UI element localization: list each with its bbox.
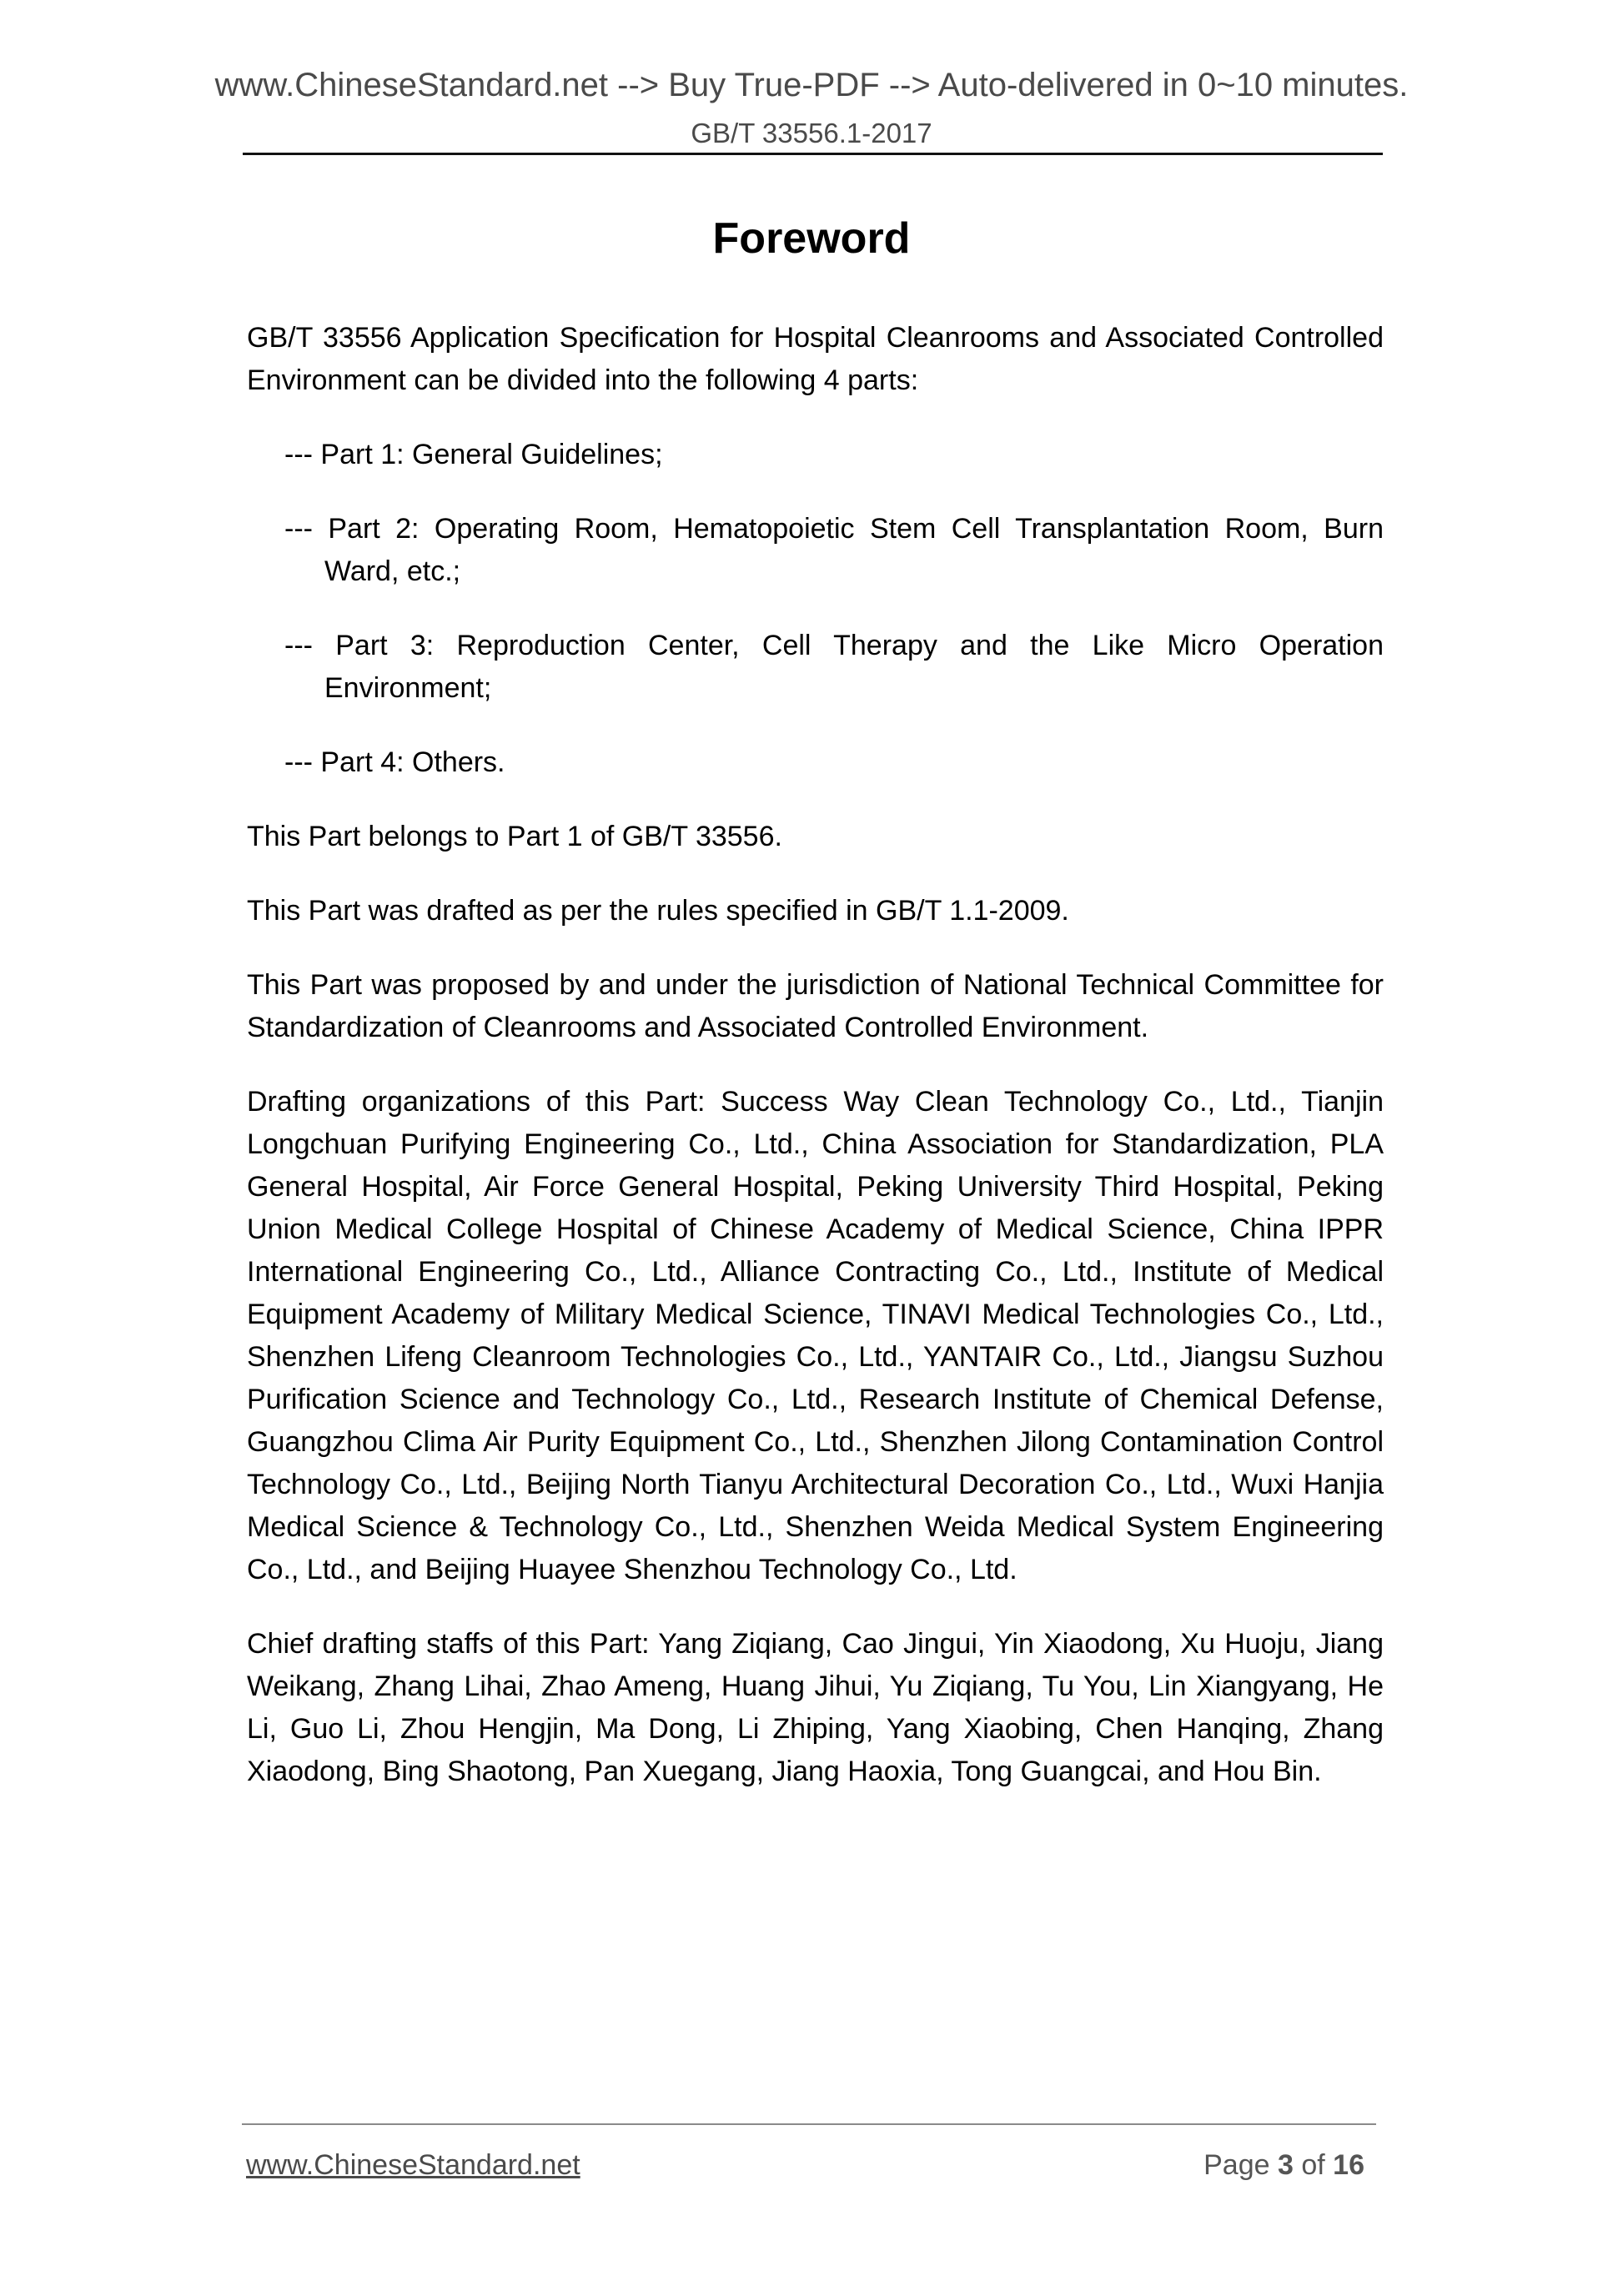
list-item: --- Part 1: General Guidelines; (284, 439, 663, 470)
list-item: --- Part 4: Others. (284, 746, 505, 778)
paragraph-drafting-rules: This Part was drafted as per the rules specified in GB/T 1.1-2009. (247, 895, 1069, 927)
paragraph-chief-drafters: Chief drafting staffs of this Part: Yang Ziqiang, Cao Jingui, Yin Xiaodong, Xu Huoju, Jiang Weikang, Zhang Lihai, Zhao Ameng, Huang Jihui, Yu Ziqiang, Tu You, Lin Xiangyang, He Li, Guo Li, Zhou Hengjin, Ma Dong, Li Zhiping, Yang Xiaobing, Chen Hanqing, Zhang Xiaodong, Bing Shaotong, Pan Xuegang, Jiang Haoxia, Tong Guangcai, and Hou Bin. (247, 1628, 1384, 1787)
page-current: 3 (1277, 2149, 1294, 2181)
foreword-body (247, 317, 1384, 1825)
page-title: Foreword (712, 214, 911, 263)
list-item: --- Part 3: Reproduction Center, Cell Therapy and the Like Micro Operation Environment; (284, 630, 1384, 704)
page-indicator (1203, 2148, 1364, 2183)
footer-divider (242, 2123, 1376, 2125)
intro-paragraph: GB/T 33556 Application Specification for Hospital Cleanrooms and Associated Controlled Environment can be divided into the following 4 parts: (247, 322, 1384, 396)
header-divider (243, 153, 1383, 155)
list-item: --- Part 2: Operating Room, Hematopoietic Stem Cell Transplantation Room, Burn Ward, etc.; (284, 513, 1384, 587)
paragraph-part-belongs: This Part belongs to Part 1 of GB/T 33556. (247, 821, 782, 852)
header-banner: www.ChineseStandard.net --> Buy True-PDF --> Auto-delivered in 0~10 minutes. (214, 67, 1409, 103)
parts-list (247, 434, 1384, 784)
document-id: GB/T 33556.1-2017 (691, 118, 932, 148)
page-prefix: Page (1203, 2149, 1270, 2181)
footer-site-link[interactable]: www.ChineseStandard.net (246, 2149, 580, 2181)
page-total: 16 (1333, 2149, 1364, 2181)
page-of: of (1301, 2149, 1325, 2181)
paragraph-proposed-by: This Part was proposed by and under the jurisdiction of National Technical Committee for Standardization of Cleanrooms and Associated Controlled Environment. (247, 969, 1384, 1043)
paragraph-drafting-organizations: Drafting organizations of this Part: Success Way Clean Technology Co., Ltd., Tianjin Longchuan Purifying Engineering Co., Ltd., China Association for Standardization, PLA General Hospital, Air Force General Hospital, Peking University Third Hospital, Peking Union Medical College Hospital of Chinese Academy of Medical Science, China IPPR International Engineering Co., Ltd., Alliance Contracting Co., Ltd., Institute of Medical Equipment Academy of Military Medical Science, TINAVI Medical Technologies Co., Ltd., Shenzhen Lifeng Cleanroom Technologies Co., Ltd., YANTAIR Co., Ltd., Jiangsu Suzhou Purification Science and Technology Co., Ltd., Research Institute of Chemical Defense, Guangzhou Clima Air Purity Equipment Co., Ltd., Shenzhen Jilong Contamination Control Technology Co., Ltd., Beijing North Tianyu Architectural Decoration Co., Ltd., Wuxi Hanjia Medical Science & Technology Co., Ltd., Shenzhen Weida Medical System Engineering Co., Ltd., and Beijing Huayee Shenzhou Technology Co., Ltd. (247, 1086, 1384, 1585)
